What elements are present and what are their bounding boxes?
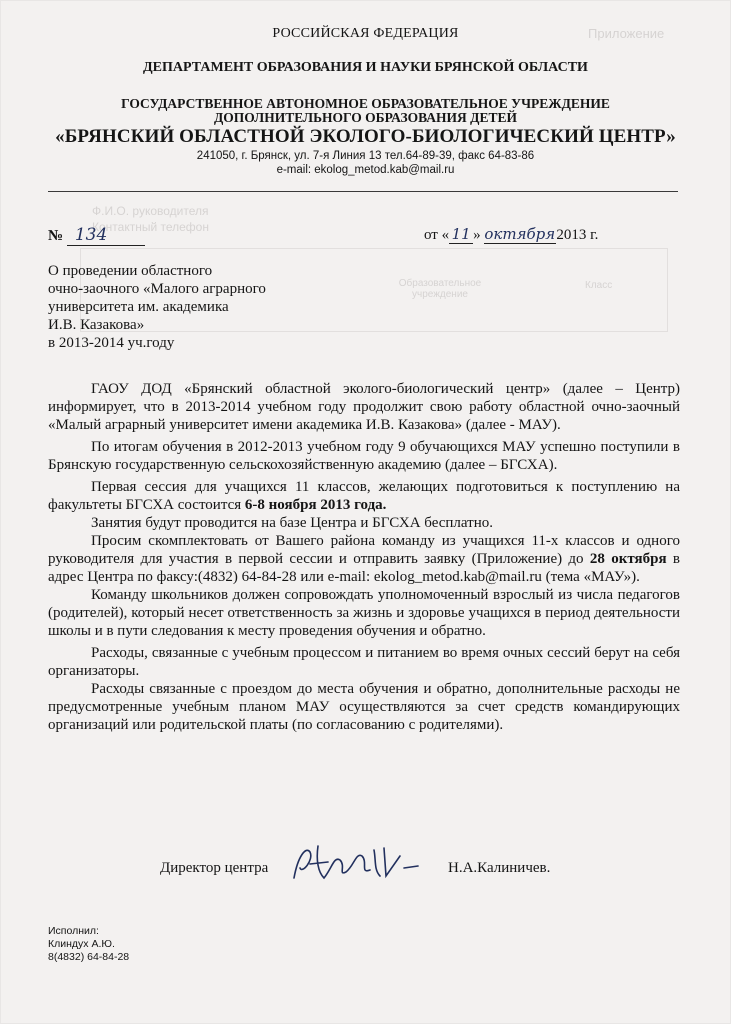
paragraph-3-text: Первая сессия для учащихся 11 классов, желающих подготовиться к поступлению на факультеты БГСХА состоится (48, 479, 680, 513)
document-number (48, 225, 145, 246)
paragraph-5-contacts: в адрес Центра по факсу:(4832) 64-84-28 или e-mail: ekolog_metod.kab@mail.ru (тема «МАУ»). (48, 551, 680, 585)
institution-line-2: ДОПОЛНИТЕЛЬНОГО ОБРАЗОВАНИЯ ДЕТЕЙ (214, 110, 517, 125)
director-name: Н.А.Калиничев. (448, 860, 551, 876)
number-handwritten: 134 (67, 225, 145, 246)
subject-line-5: в 2013-2014 уч.году (48, 335, 175, 351)
bleed-through-appendix: Приложение (588, 26, 665, 41)
paragraph-3 (48, 478, 680, 514)
handwritten-signature (288, 838, 438, 886)
subject-block (48, 262, 266, 352)
header-divider (48, 191, 678, 192)
document-date (424, 225, 598, 244)
bleed-through-field2: Контактный телефон (92, 220, 209, 234)
paragraph-2: По итогам обучения в 2012-2013 учебном году 9 обучающихся МАУ успешно поступили в Брянскую государственную сельскохозяйственную академию (далее – БГСХА). (48, 439, 680, 473)
number-label: № (48, 228, 64, 244)
paragraph-4: Занятия будут проводится на базе Центра и БГСХА бесплатно. (91, 515, 494, 531)
email-line: e-mail: ekolog_metod.kab@mail.ru (276, 164, 455, 176)
department-heading: ДЕПАРТАМЕНТ ОБРАЗОВАНИЯ И НАУКИ БРЯНСКОЙ ОБЛАСТИ (143, 60, 588, 75)
subject-line-2: очно-заочного «Малого аграрного (48, 281, 266, 297)
subject-line-3: университета им. академика (48, 299, 229, 315)
date-month: октября (484, 225, 556, 243)
center-name: «БРЯНСКИЙ ОБЛАСТНОЙ ЭКОЛОГО-БИОЛОГИЧЕСКИЙ ЦЕНТР» (55, 126, 676, 147)
date-day: 11 (449, 225, 473, 244)
letter-body (48, 380, 680, 734)
subject-line-4: И.В. Казакова» (48, 317, 145, 333)
institution-heading (0, 97, 731, 125)
paragraph-7: Расходы, связанные с учебным процессом и питанием во время очных сессий берут на себя организаторы. (48, 645, 680, 679)
paragraph-5-text: Просим скомплектовать от Вашего района команду из учащихся 11-х классов и одного руководителя для участия в первой сессии и отправить заявку (Приложение) до (48, 533, 680, 567)
paragraph-6: Команду школьников должен сопровождать уполномоченный взрослый из числа педагогов (родителей), который несет ответственность за жизнь и здоровье учащихся в период деятельности школы и в пути следования к месту проведения обучения и обратно. (48, 587, 680, 639)
signature-title: Директор центра (160, 860, 269, 876)
address-line: 241050, г. Брянск, ул. 7-я Линия 13 тел.64-89-39, факс 64-83-86 (196, 150, 535, 162)
bleed-through-table-head: Образовательное учреждение (398, 278, 482, 300)
institution-line-1: ГОСУДАРСТВЕННОЕ АВТОНОМНОЕ ОБРАЗОВАТЕЛЬНОЕ УЧРЕЖДЕНИЕ (121, 96, 610, 111)
paragraph-8: Расходы связанные с проездом до места обучения и обратно, дополнительные расходы не предусмотренные учебным планом МАУ осуществляются за счет средств командирующих организаций или родительской платы (по согласованию с родителями). (48, 681, 680, 733)
paragraph-1: ГАОУ ДОД «Брянский областной эколого-биологический центр» (далее – Центр) информирует, что в 2013-2014 учебном году продолжит свою работу областной очно-заочный «Малый аграрный университет имени академика И.В. Казакова» (далее - МАУ). (48, 381, 680, 433)
deadline-date: 28 октября (589, 551, 667, 567)
executor-label: Исполнил: (48, 925, 99, 937)
date-mid: » (473, 227, 485, 243)
date-prefix: от « (424, 227, 450, 243)
subject-line-1: О проведении областного (48, 263, 213, 279)
executor-phone: 8(4832) 64-84-28 (48, 951, 130, 963)
bleed-through-table-head2: Класс (585, 280, 613, 291)
paragraph-5 (48, 532, 680, 586)
executor-name: Клиндух А.Ю. (48, 938, 115, 950)
executor-block (48, 925, 129, 964)
date-year: 2013 г. (556, 227, 599, 243)
bleed-through-field: Ф.И.О. руководителя (92, 204, 209, 218)
session-dates: 6-8 ноября 2013 года. (244, 497, 387, 513)
country-heading: РОССИЙСКАЯ ФЕДЕРАЦИЯ (272, 26, 459, 41)
